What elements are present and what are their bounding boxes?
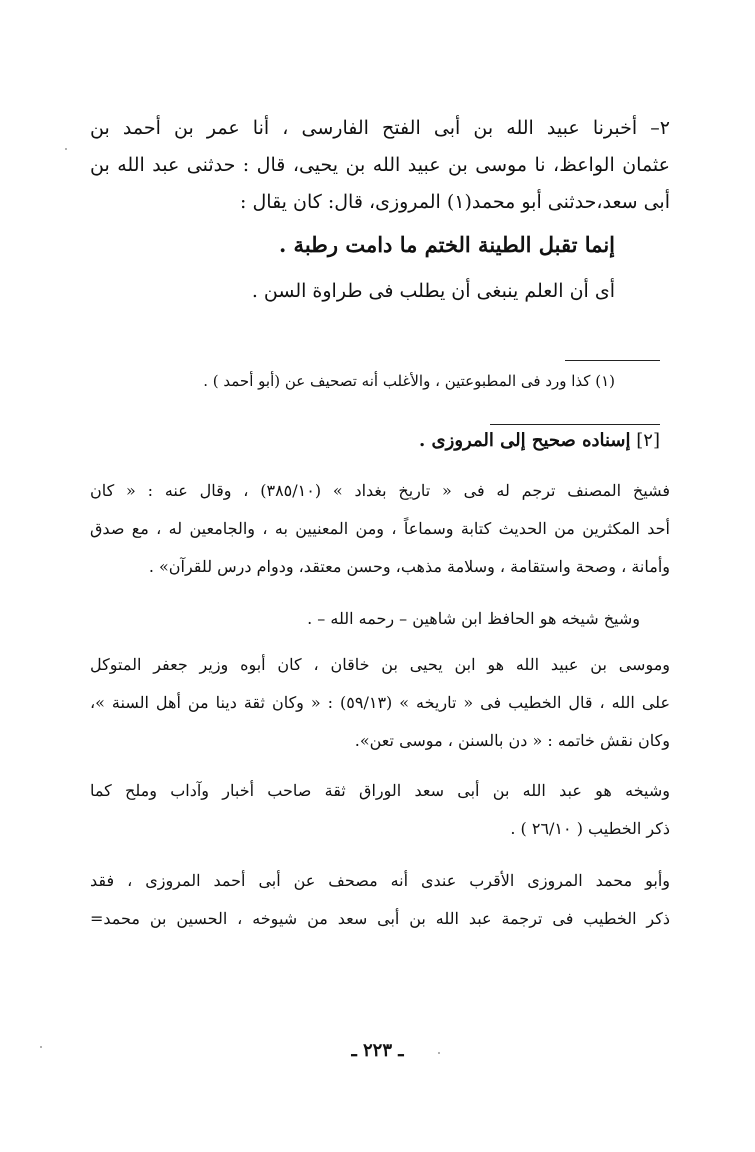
commentary-paragraph-1 (90, 472, 670, 586)
scan-speck (438, 1052, 440, 1054)
hadith-line-1: ٢– أخبرنا عبيد الله بن أبى الفتح الفارسى ، أنا عمر بن أحمد بن (90, 117, 670, 139)
footnote-separator (565, 360, 660, 361)
footnote: (١) كذا ورد فى المطبوعتين ، والأغلب أنه تصحيف عن (أبو أحمد ) . (203, 372, 615, 390)
hadith-line-2: عثمان الواعظ، نا موسى بن عبيد الله بن يحيى، قال : حدثنى عبد الله بن (90, 154, 670, 176)
commentary-line: ذكر الخطيب ( ٢٦/١٠ ) . (510, 819, 670, 838)
commentary-line: وشيخه هو عبد الله بن أبى سعد الوراق ثقة صاحب أخبار وآداب وملح كما (90, 781, 670, 800)
commentary-line: وكان نقش خاتمه : « دن بالسنن ، موسى تعن». (354, 731, 670, 750)
commentary-line: وشيخ شيخه هو الحافظ ابن شاهين – رحمه الله – . (307, 609, 640, 628)
hadith-text (90, 110, 670, 221)
hadith-line-3: أبى سعد،حدثنى أبو محمد(١) المروزى، قال: كان يقال : (240, 191, 670, 213)
grading-heading (80, 430, 660, 451)
commentary-paragraph-3 (90, 646, 670, 760)
commentary-line: وأمانة ، وصحة واستقامة ، وسلامة مذهب، وحسن معتقد، ودوام درس للقرآن» . (148, 557, 670, 576)
grading-text: إسناده صحيح إلى المروزى . (419, 430, 631, 451)
scan-speck (65, 148, 67, 150)
commentary-line: وموسى بن عبيد الله هو ابن يحيى بن خاقان ، كان أبوه وزير جعفر المتوكل (90, 655, 670, 674)
heading-separator (490, 424, 660, 425)
commentary-paragraph-2 (90, 600, 670, 638)
scan-speck (40, 1046, 42, 1048)
commentary-line: وأبو محمد المروزى الأقرب عندى أنه مصحف عن أبى أحمد المروزى ، فقد (90, 871, 670, 890)
commentary-line: على الله ، قال الخطيب فى « تاريخه » (٥٩/١٣) : « وكان ثقة دينا من أهل السنة »، (90, 693, 670, 712)
commentary-line: ذكر الخطيب فى ترجمة عبد الله بن أبى سعد من شيوخه ، الحسين بن محمد= (90, 909, 670, 928)
proverb-text: إنما تقبل الطينة الختم ما دامت رطبة . (278, 232, 615, 257)
explanation-text: أى أن العلم ينبغى أن يطلب فى طراوة السن . (251, 280, 615, 302)
commentary-paragraph-4 (90, 772, 670, 848)
page-number: ـ ٢٢٣ ـ (351, 1040, 404, 1061)
grading-number: [٢] (636, 430, 660, 451)
commentary-paragraph-5 (90, 862, 670, 938)
commentary-line: أحد المكثرين من الحديث كتابة وسماعاً ، ومن المعنيين به ، والجامعين له ، مع صدق (90, 519, 670, 538)
commentary-line: فشيخ المصنف ترجم له فى « تاريخ بغداد » (٣٨٥/١٠) ، وقال عنه : « كان (90, 481, 671, 500)
